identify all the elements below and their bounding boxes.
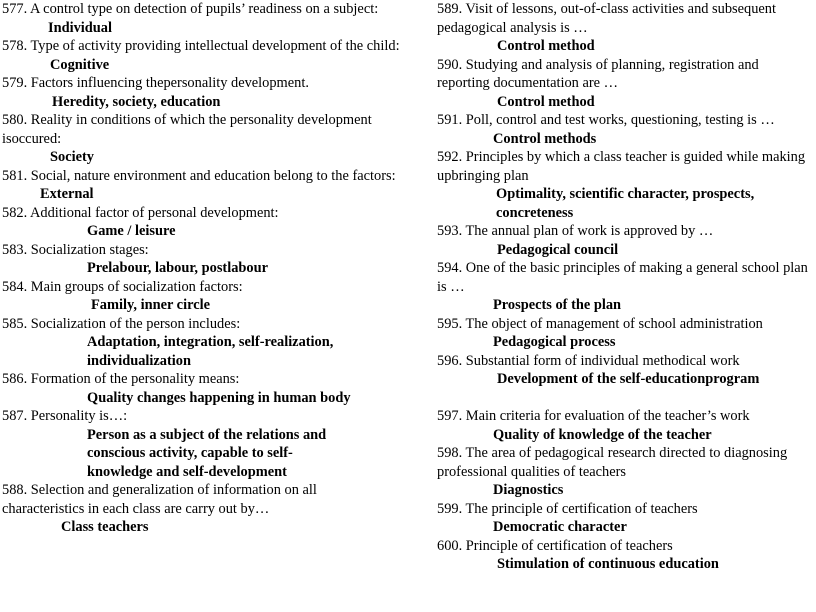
answer-text: External xyxy=(40,186,94,202)
answer-text: Pedagogical process xyxy=(493,334,616,350)
left-column xyxy=(2,0,402,537)
answer-text: Optimality, scientific character, prospects, xyxy=(496,186,755,202)
question-text: 584. Main groups of socialization factors: xyxy=(2,278,243,295)
question-item xyxy=(2,111,402,167)
question-text: 578. Type of activity providing intellectual development of the child: xyxy=(2,38,400,54)
question-text: 589. Visit of lessons, out-of-class activities and subsequent pedagogical analysis is … xyxy=(437,1,777,36)
question-text: 593. The annual plan of work is approved by … xyxy=(437,223,714,239)
question-item xyxy=(2,74,402,111)
answer-text: Cognitive xyxy=(50,56,110,73)
question-item xyxy=(437,222,815,259)
question-item xyxy=(437,111,815,148)
answer-text: Class teachers xyxy=(61,519,149,535)
question-text: 580. Reality in conditions of which the personality development isoccured: xyxy=(2,112,372,147)
question-item xyxy=(437,0,815,56)
question-text: 588. Selection and generalization of information on all characteristics in each class are carry out by… xyxy=(2,482,317,517)
answer-text: individualization xyxy=(87,352,191,369)
question-text: 585. Socialization of the person includes: xyxy=(2,315,241,332)
question-text: 597. Main criteria for evaluation of the teacher’s work xyxy=(437,408,750,424)
answer-text: Democratic character xyxy=(493,519,627,535)
answer-text: conscious activity, capable to self- xyxy=(87,445,293,461)
answer-text: Person as a subject of the relations and xyxy=(87,426,327,443)
answer-text: Stimulation of continuous education xyxy=(497,556,719,572)
question-item xyxy=(2,37,402,74)
question-text: 587. Personality is…: xyxy=(2,408,128,424)
answer-text: Prelabour, labour, postlabour xyxy=(87,260,268,276)
question-item xyxy=(437,315,815,352)
answer-text: Control method xyxy=(497,93,595,110)
question-item xyxy=(2,241,402,278)
answer-text: knowledge and self-development xyxy=(87,463,287,480)
answer-text: Pedagogical council xyxy=(497,241,619,258)
answer-text: Diagnostics xyxy=(493,482,564,498)
question-text: 591. Poll, control and test works, questioning, testing is … xyxy=(437,112,775,128)
question-item xyxy=(437,537,815,574)
answer-text: Quality of knowledge of the teacher xyxy=(493,426,712,443)
question-item xyxy=(437,56,815,112)
right-column xyxy=(437,0,815,574)
question-item xyxy=(2,315,402,371)
answer-text: Prospects of the plan xyxy=(493,297,622,313)
question-text: 596. Substantial form of individual methodical work xyxy=(437,352,740,369)
question-text: 581. Social, nature environment and education belong to the factors: xyxy=(2,167,396,184)
answer-text: Control methods xyxy=(493,130,597,147)
question-item xyxy=(437,500,815,537)
answer-text: Control method xyxy=(497,38,595,54)
question-text: 583. Socialization stages: xyxy=(2,241,149,258)
question-text: 594. One of the basic principles of making a general school plan is … xyxy=(437,260,808,295)
answer-text: Society xyxy=(50,149,94,165)
answer-text: Individual xyxy=(48,19,112,36)
question-text: 598. The area of pedagogical research directed to diagnosing professional qualities of teachers xyxy=(437,445,788,480)
answer-text: concreteness xyxy=(496,204,574,221)
question-item xyxy=(2,278,402,315)
answer-text: Heredity, society, education xyxy=(52,93,221,110)
question-item xyxy=(2,407,402,481)
question-item xyxy=(2,0,402,37)
answer-text: Family, inner circle xyxy=(91,297,210,313)
question-text: 577. A control type on detection of pupils’ readiness on a subject: xyxy=(2,1,379,17)
answer-text: Quality changes happening in human body xyxy=(87,389,351,406)
spacer xyxy=(437,389,815,408)
answer-text: Adaptation, integration, self-realization, xyxy=(87,334,334,350)
question-text: 600. Principle of certification of teachers xyxy=(437,537,673,554)
question-item xyxy=(437,444,815,500)
question-item xyxy=(437,148,815,222)
question-item xyxy=(437,352,815,408)
question-item xyxy=(2,370,402,407)
question-item xyxy=(437,259,815,315)
question-item xyxy=(437,407,815,444)
answer-text: Development of the self-educationprogram xyxy=(497,371,760,387)
answer-text: Game / leisure xyxy=(87,223,176,239)
question-text: 590. Studying and analysis of planning, registration and reporting documentation are … xyxy=(437,56,759,91)
question-text: 586. Formation of the personality means: xyxy=(2,371,240,387)
question-item xyxy=(2,204,402,241)
question-text: 592. Principles by which a class teacher is guided while making upbringing plan xyxy=(437,149,806,184)
question-text: 595. The object of management of school administration xyxy=(437,315,763,332)
question-item xyxy=(2,481,402,537)
question-text: 582. Additional factor of personal development: xyxy=(2,204,279,221)
question-text: 599. The principle of certification of teachers xyxy=(437,500,698,517)
question-item xyxy=(2,167,402,204)
question-text: 579. Factors influencing thepersonality development. xyxy=(2,75,309,91)
